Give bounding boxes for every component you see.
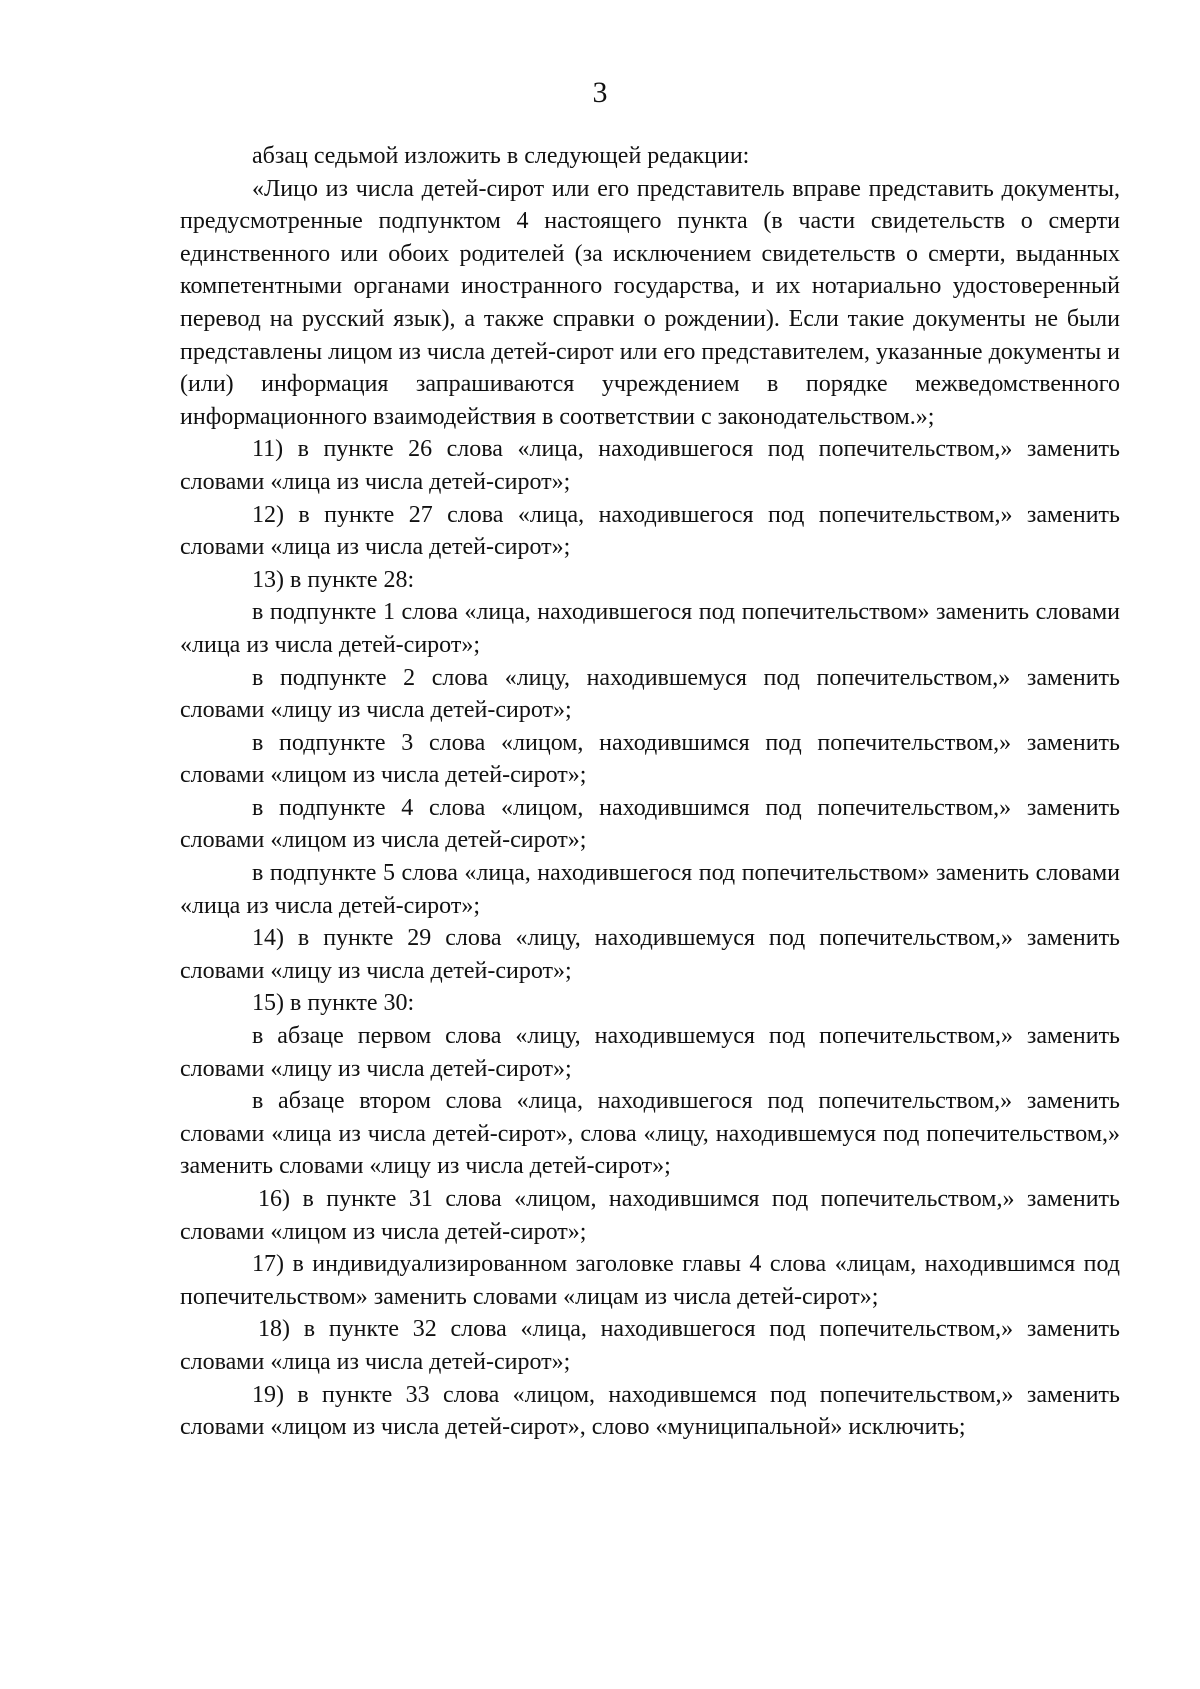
list-item-19: 19) в пункте 33 слова «лицом, находившемся под попечительством,» заменить словами «лицом из числа детей-сирот», слово «муниципальной» исключить; <box>180 1381 1120 1441</box>
list-item-14: 14) в пункте 29 слова «лицу, находившемуся под попечительством,» заменить словами «лицу из числа детей-сирот»; <box>180 925 1120 984</box>
list-item-13: 13) в пункте 28: <box>252 566 415 593</box>
paragraph-quoted-amendment: «Лицо из числа детей-сирот или его представитель вправе представить документы, предусмотренные подпунктом 4 настоящего пункта (в части свидетельств о смерти единственного или обоих родителей (за исключением свидетельств о смерти, выданных компетентными органами иностранного государства, и их нотариально удостоверенный перевод на русский язык), а также справки о рождении). Если такие документы не были представлены лицом из числа детей-сирот или его представителем, указанные документы и (или) информация запрашиваются учреждением в порядке межведомственного информационного взаимодействия в соответствии с законодательством.»; <box>180 175 1120 430</box>
page-number: 3 <box>592 76 608 109</box>
sub-item-1: в подпункте 1 слова «лица, находившегося под попечительством» заменить словами «лица из числа детей-сирот»; <box>180 599 1120 658</box>
list-item-17: 17) в индивидуализированном заголовке главы 4 слова «лицам, находившимся под попечительством» заменить словами «лицам из числа детей-сирот»; <box>180 1251 1120 1310</box>
list-item-12: 12) в пункте 27 слова «лица, находившегося под попечительством,» заменить словами «лица из числа детей-сирот»; <box>180 501 1120 561</box>
sub-item-paragraph-second: в абзаце втором слова «лица, находившегося под попечительством,» заменить словами «лица из числа детей-сирот», слова «лицу, находившемуся под попечительством,» заменить словами «лицу из числа детей-сирот»; <box>180 1088 1120 1180</box>
sub-item-paragraph-first: в абзаце первом слова «лицу, находившемуся под попечительством,» заменить словами «лицу из числа детей-сирот»; <box>180 1023 1120 1082</box>
sub-item-3: в подпункте 3 слова «лицом, находившимся под попечительством,» заменить словами «лицом из числа детей-сирот»; <box>180 729 1120 789</box>
list-item-16: 16) в пункте 31 слова «лицом, находившимся под попечительством,» заменить словами «лицом из числа детей-сирот»; <box>180 1186 1120 1245</box>
document-body <box>180 140 1120 1444</box>
list-item-15: 15) в пункте 30: <box>252 990 415 1017</box>
list-item-18: 18) в пункте 32 слова «лица, находившегося под попечительством,» заменить словами «лица из числа детей-сирот»; <box>180 1316 1120 1375</box>
list-item-11: 11) в пункте 26 слова «лица, находившегося под попечительством,» заменить словами «лица из числа детей-сирот»; <box>180 436 1120 495</box>
sub-item-2: в подпункте 2 слова «лицу, находившемуся под попечительством,» заменить словами «лицу из числа детей-сирот»; <box>180 664 1120 724</box>
sub-item-5: в подпункте 5 слова «лица, находившегося под попечительством» заменить словами «лица из числа детей-сирот»; <box>180 860 1120 919</box>
sub-item-4: в подпункте 4 слова «лицом, находившимся под попечительством,» заменить словами «лицом из числа детей-сирот»; <box>180 794 1120 854</box>
paragraph: абзац седьмой изложить в следующей редакции: <box>252 143 750 169</box>
